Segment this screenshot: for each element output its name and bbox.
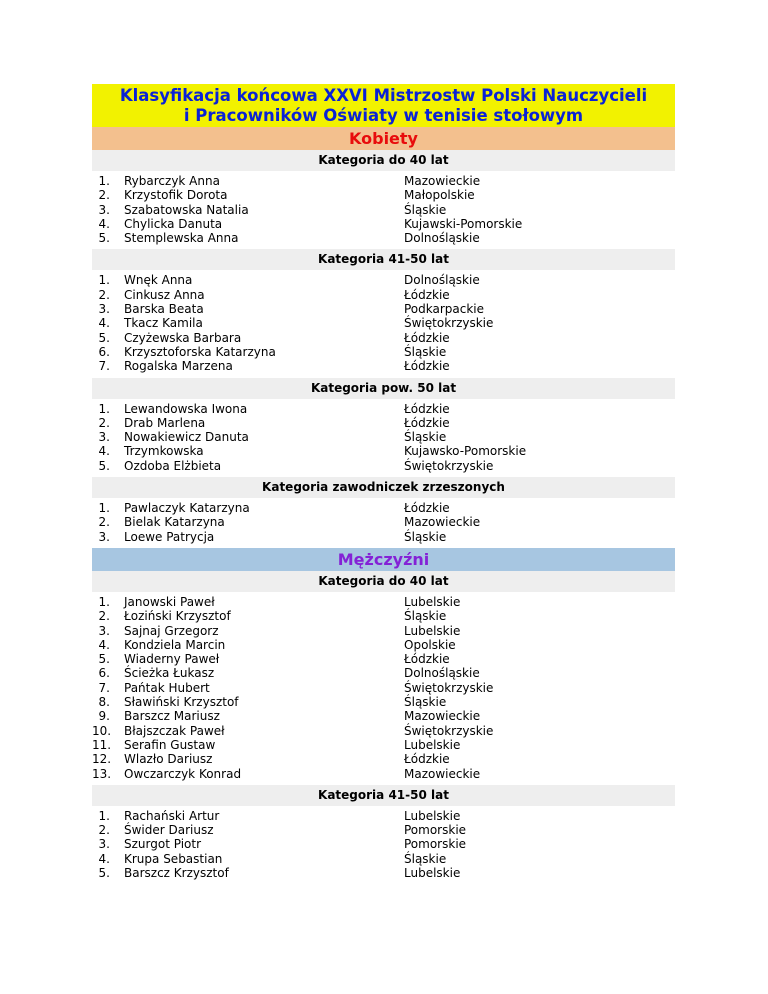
- results-sections: [92, 127, 675, 884]
- player-region: Świętokrzyskie: [404, 723, 494, 738]
- rank-number: 1.: [98, 273, 110, 288]
- player-name: Czyżewska Barbara: [124, 330, 242, 345]
- ranking-row: [92, 809, 675, 823]
- player-region: Śląskie: [404, 202, 447, 217]
- player-region: Lubelskie: [404, 594, 461, 609]
- player-region: Mazowieckie: [404, 709, 481, 724]
- ranking-row: [92, 302, 675, 316]
- ranking-row: [92, 666, 675, 680]
- player-name: Chylicka Danuta: [124, 216, 223, 231]
- category-heading: Kategoria 41-50 lat: [92, 249, 675, 270]
- player-name: Barska Beata: [124, 302, 204, 317]
- ranking-row: [92, 359, 675, 373]
- player-region: Łódzkie: [404, 330, 450, 345]
- ranking-list: [92, 171, 675, 249]
- rank-number: 4.: [98, 316, 110, 331]
- ranking-row: [92, 752, 675, 766]
- player-region: Podkarpackie: [404, 302, 485, 317]
- rank-number: 4.: [98, 851, 110, 866]
- rank-number: 1.: [98, 401, 110, 416]
- rank-number: 4.: [98, 216, 110, 231]
- rank-number: 3.: [98, 623, 110, 638]
- player-region: Mazowieckie: [404, 174, 481, 188]
- player-region: Śląskie: [404, 430, 447, 445]
- player-name: Krupa Sebastian: [124, 851, 223, 866]
- rank-number: 9.: [98, 709, 110, 724]
- ranking-row: [92, 402, 675, 416]
- player-name: Trzymkowska: [124, 444, 204, 459]
- player-region: Kujawsko-Pomorskie: [404, 444, 527, 459]
- player-name: Owczarczyk Konrad: [124, 766, 242, 781]
- player-name: Bielak Katarzyna: [124, 515, 225, 530]
- player-name: Sajnaj Grzegorz: [124, 623, 219, 638]
- rank-number: 5.: [98, 865, 110, 880]
- player-name: Barszcz Krzysztof: [124, 865, 229, 880]
- rank-number: 7.: [98, 680, 110, 695]
- rank-number: 4.: [98, 637, 110, 652]
- player-name: Rogalska Marzena: [124, 359, 233, 374]
- ranking-row: [92, 609, 675, 623]
- player-region: Lubelskie: [404, 865, 461, 880]
- player-region: Łódzkie: [404, 401, 450, 416]
- rank-number: 3.: [98, 837, 110, 852]
- category-heading: Kategoria 41-50 lat: [92, 785, 675, 806]
- ranking-row: [92, 530, 675, 544]
- player-name: Serafin Gustaw: [124, 737, 216, 752]
- player-name: Sławiński Krzysztof: [124, 695, 239, 710]
- player-name: Loewe Patrycja: [124, 529, 215, 544]
- player-region: Łódzkie: [404, 501, 450, 516]
- ranking-row: [92, 501, 675, 515]
- player-name: Szurgot Piotr: [124, 837, 202, 852]
- rank-number: 1.: [98, 594, 110, 609]
- ranking-row: [92, 624, 675, 638]
- rank-number: 2.: [98, 188, 110, 203]
- ranking-list: [92, 270, 675, 377]
- rank-number: 12.: [92, 752, 112, 767]
- ranking-row: [92, 738, 675, 752]
- player-region: Świętokrzyskie: [404, 680, 494, 695]
- ranking-row: [92, 595, 675, 609]
- ranking-row: [92, 174, 675, 188]
- rank-number: 5.: [98, 330, 110, 345]
- ranking-row: [92, 416, 675, 430]
- player-name: Barszcz Mariusz: [124, 709, 220, 724]
- ranking-row: [92, 681, 675, 695]
- player-name: Szabatowska Natalia: [124, 202, 249, 217]
- player-region: Kujawski-Pomorskie: [404, 216, 523, 231]
- ranking-row: [92, 767, 675, 781]
- ranking-row: [92, 316, 675, 330]
- category-heading: Kategoria zawodniczek zrzeszonych: [92, 477, 675, 498]
- player-name: Wnęk Anna: [124, 273, 193, 288]
- rank-number: 3.: [98, 202, 110, 217]
- player-region: Pomorskie: [404, 823, 467, 838]
- player-name: Krzysztoforska Katarzyna: [124, 344, 276, 359]
- player-region: Śląskie: [404, 695, 447, 710]
- rank-number: 2.: [98, 823, 110, 838]
- player-region: Lubelskie: [404, 808, 461, 823]
- ranking-row: [92, 695, 675, 709]
- ranking-row: [92, 430, 675, 444]
- ranking-row: [92, 515, 675, 529]
- player-region: Małopolskie: [404, 188, 475, 203]
- player-name: Kondziela Marcin: [124, 637, 226, 652]
- ranking-list: [92, 592, 675, 785]
- player-region: Śląskie: [404, 609, 447, 624]
- player-region: Pomorskie: [404, 837, 467, 852]
- rank-number: 8.: [98, 695, 110, 710]
- rank-number: 7.: [98, 359, 110, 374]
- category-heading: Kategoria pow. 50 lat: [92, 378, 675, 399]
- ranking-row: [92, 444, 675, 458]
- rank-number: 3.: [98, 430, 110, 445]
- player-name: Ścieżka Łukasz: [124, 666, 215, 681]
- ranking-row: [92, 652, 675, 666]
- rank-number: 13.: [92, 766, 112, 781]
- player-name: Krzystofik Dorota: [124, 188, 228, 203]
- rank-number: 2.: [98, 515, 110, 530]
- section-heading-men: Mężczyźni: [92, 548, 675, 571]
- ranking-row: [92, 638, 675, 652]
- ranking-row: [92, 188, 675, 202]
- player-region: Łódzkie: [404, 652, 450, 667]
- player-name: Tkacz Kamila: [124, 316, 203, 331]
- ranking-list: [92, 806, 675, 884]
- rank-number: 3.: [98, 529, 110, 544]
- player-name: Ozdoba Elżbieta: [124, 458, 222, 473]
- player-name: Pawlaczyk Katarzyna: [124, 501, 250, 516]
- rank-number: 6.: [98, 344, 110, 359]
- player-name: Stemplewska Anna: [124, 231, 239, 246]
- player-name: Świder Dariusz: [124, 823, 214, 838]
- ranking-row: [92, 724, 675, 738]
- ranking-row: [92, 709, 675, 723]
- player-name: Łoziński Krzysztof: [124, 609, 231, 624]
- player-region: Śląskie: [404, 344, 447, 359]
- player-region: Mazowieckie: [404, 515, 481, 530]
- rank-number: 2.: [98, 609, 110, 624]
- player-region: Łódzkie: [404, 415, 450, 430]
- player-name: Błajszczak Paweł: [124, 723, 225, 738]
- player-name: Drab Marlena: [124, 415, 206, 430]
- player-name: Rybarczyk Anna: [124, 174, 220, 188]
- ranking-row: [92, 345, 675, 359]
- category-heading: Kategoria do 40 lat: [92, 571, 675, 592]
- player-region: Mazowieckie: [404, 766, 481, 781]
- ranking-list: [92, 498, 675, 548]
- player-region: Dolnośląskie: [404, 666, 480, 681]
- rank-number: 11.: [92, 737, 112, 752]
- player-region: Lubelskie: [404, 737, 461, 752]
- ranking-row: [92, 459, 675, 473]
- ranking-row: [92, 288, 675, 302]
- player-region: Łódzkie: [404, 752, 450, 767]
- rank-number: 10.: [92, 723, 112, 738]
- player-name: Cinkusz Anna: [124, 287, 205, 302]
- rank-number: 4.: [98, 444, 110, 459]
- ranking-list: [92, 399, 675, 477]
- rank-number: 6.: [98, 666, 110, 681]
- player-name: Wiaderny Paweł: [124, 652, 220, 667]
- category-heading: Kategoria do 40 lat: [92, 150, 675, 171]
- ranking-row: [92, 203, 675, 217]
- results-document: [92, 84, 675, 884]
- ranking-row: [92, 217, 675, 231]
- title-line-1: Klasyfikacja końcowa XXVI Mistrzostw Polski Nauczycieli: [119, 86, 648, 105]
- rank-number: 5.: [98, 458, 110, 473]
- rank-number: 5.: [98, 652, 110, 667]
- ranking-row: [92, 331, 675, 345]
- player-region: Dolnośląskie: [404, 273, 480, 288]
- ranking-row: [92, 852, 675, 866]
- ranking-row: [92, 231, 675, 245]
- player-name: Wlazło Dariusz: [124, 752, 213, 767]
- player-name: Rachański Artur: [124, 808, 220, 823]
- rank-number: 1.: [98, 808, 110, 823]
- player-region: Świętokrzyskie: [404, 316, 494, 331]
- player-region: Łódzkie: [404, 359, 450, 374]
- player-region: Śląskie: [404, 851, 447, 866]
- title-line-2: i Pracowników Oświaty w tenisie stołowym: [183, 106, 584, 125]
- player-name: Lewandowska Iwona: [124, 401, 248, 416]
- rank-number: 2.: [98, 287, 110, 302]
- player-name: Nowakiewicz Danuta: [124, 430, 249, 445]
- section-heading-women: Kobiety: [92, 127, 675, 150]
- player-region: Łódzkie: [404, 287, 450, 302]
- document-title: [92, 84, 675, 127]
- rank-number: 3.: [98, 302, 110, 317]
- rank-number: 5.: [98, 231, 110, 246]
- rank-number: 1.: [98, 501, 110, 516]
- player-region: Lubelskie: [404, 623, 461, 638]
- player-region: Śląskie: [404, 529, 447, 544]
- ranking-row: [92, 866, 675, 880]
- player-region: Dolnośląskie: [404, 231, 480, 246]
- ranking-row: [92, 273, 675, 287]
- ranking-row: [92, 837, 675, 851]
- player-region: Opolskie: [404, 637, 456, 652]
- player-name: Janowski Paweł: [124, 594, 215, 609]
- player-name: Pańtak Hubert: [124, 680, 210, 695]
- rank-number: 1.: [98, 174, 110, 188]
- ranking-row: [92, 823, 675, 837]
- player-region: Świętokrzyskie: [404, 458, 494, 473]
- rank-number: 2.: [98, 415, 110, 430]
